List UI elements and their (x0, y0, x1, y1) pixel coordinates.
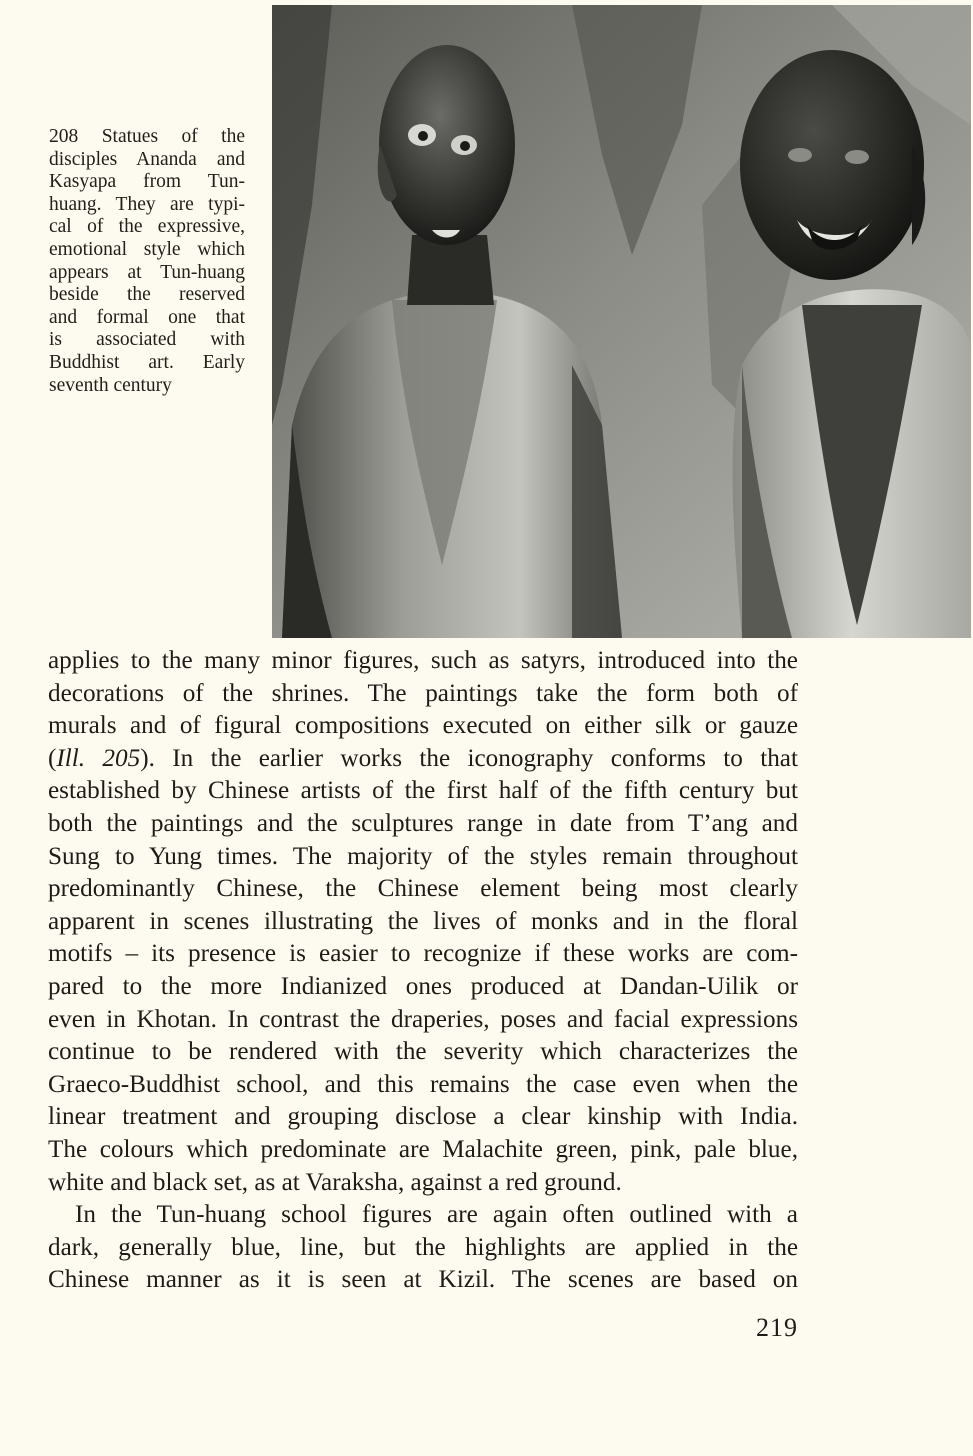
text-line: even in Khotan. In contrast the draperies, poses and facial expressions (48, 1005, 798, 1033)
caption-line: emotional style which (49, 238, 245, 260)
caption-line: beside the reserved (49, 284, 245, 306)
caption-line: cal of the expressive, (49, 216, 245, 238)
paragraph (48, 1199, 798, 1297)
text-line: pared to the more Indianized ones produced at Dandan-Uilik or (48, 972, 798, 1000)
paren-open: ( (48, 744, 57, 772)
text-line: predominantly Chinese, the Chinese element being most clearly (48, 875, 798, 903)
body-text (48, 645, 798, 1297)
text-line: white and black set, as at Varaksha, against a red ground. (48, 1168, 622, 1196)
text-line: motifs – its presence is easier to recognize if these works are com- (48, 940, 798, 968)
text-line: In the Tun-huang school figures are again often outlined with a (75, 1201, 798, 1229)
caption-line: seventh century (49, 374, 172, 396)
text-line (48, 743, 798, 776)
caption-line: is associated with (49, 329, 245, 351)
text-line: decorations of the shrines. The paintings take the form both of (48, 679, 798, 707)
illustration-reference: Ill. 205 (56, 744, 141, 772)
text-line: applies to the many minor figures, such as satyrs, introduced into the (48, 647, 798, 674)
caption-line: disciples Ananda and (49, 148, 245, 170)
caption-line: 208 Statues of the (49, 126, 245, 147)
caption-line: Kasyapa from Tun- (49, 171, 245, 193)
text-fragment: ). In the earlier works the iconography conforms to that (140, 744, 798, 772)
text-line: linear treatment and grouping disclose a clear kinship with India. (48, 1103, 798, 1131)
caption-line: Buddhist art. Early (49, 351, 245, 373)
text-line: continue to be rendered with the severity which characterizes the (48, 1038, 798, 1066)
caption-line: and formal one that (49, 306, 245, 328)
text-line: Chinese manner as it is seen at Kizil. The scenes are based on (48, 1266, 798, 1294)
statues-photograph (272, 5, 971, 638)
text-line: murals and of figural compositions executed on either silk or gauze (48, 712, 798, 740)
text-line: apparent in scenes illustrating the lives of monks and in the floral (48, 907, 798, 935)
text-line: dark, generally blue, line, but the highlights are applied in the (48, 1233, 798, 1261)
page-number: 219 (756, 1313, 798, 1342)
paragraph (48, 645, 798, 1199)
text-line: Sung to Yung times. The majority of the styles remain throughout (48, 842, 798, 870)
text-line: Graeco-Buddhist school, and this remains the case even when the (48, 1070, 798, 1098)
caption-line: appears at Tun-huang (49, 261, 245, 283)
text-line: The colours which predominate are Malachite green, pink, pale blue, (48, 1135, 798, 1163)
figure-caption (49, 126, 245, 397)
caption-line: huang. They are typi- (49, 193, 245, 215)
text-line: established by Chinese artists of the first half of the fifth century but (48, 777, 798, 805)
text-line: both the paintings and the sculptures range in date from T’ang and (48, 809, 798, 837)
